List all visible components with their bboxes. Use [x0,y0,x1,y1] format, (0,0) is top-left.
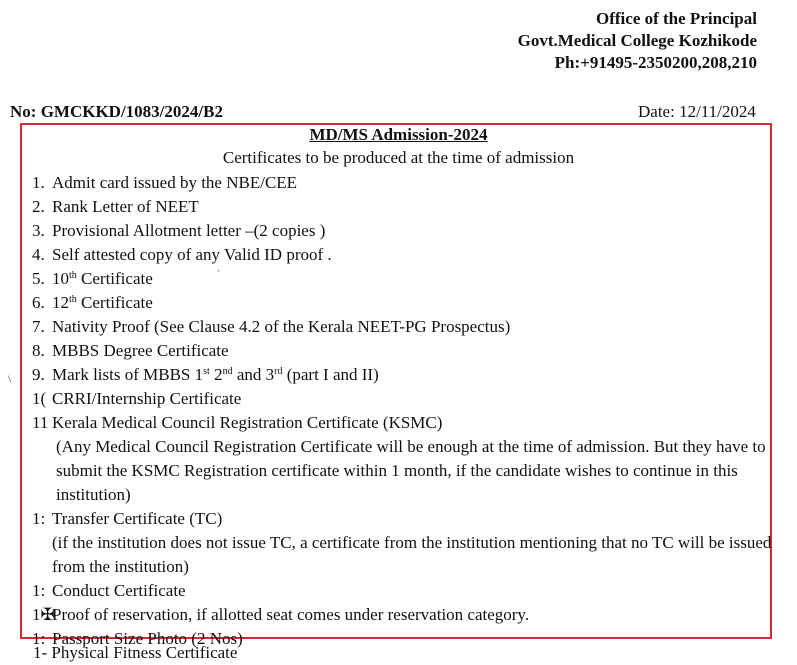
item-number: 5. [32,269,45,288]
item-text: Self attested copy of any Valid ID proof . [52,245,332,264]
list-item [0,507,797,531]
item-text [52,267,153,291]
list-item [0,291,797,315]
list-item [0,219,797,243]
note-line: submit the KSMC Registration certificate within 1 month, if the candidate wishes to continue in this [56,461,738,480]
ksmc-note [56,435,766,507]
list-item [0,267,797,291]
item-text: CRRI/Internship Certificate [52,389,242,408]
office-title: Office of the Principal [596,9,757,28]
item-number: 8. [32,341,45,360]
note-line: from the institution) [52,557,189,576]
item-text: Provisional Allotment letter –(2 copies ) [52,221,326,240]
stray-mark: \ [8,372,12,386]
item-text-part: Mark lists of MBBS 1 [52,365,204,384]
item-text-part: 12 [52,293,69,312]
item-text-part: (part I and II) [282,365,379,384]
note-line: (if the institution does not issue TC, a certificate from the institution mentioning that no TC will be issued [52,533,772,552]
ordinal-suffix: st [203,366,210,377]
cut-off-line: 1‐ Physical Fitness Certificate [33,643,238,662]
list-item [0,315,797,339]
list-item-note [0,435,797,507]
phone-number: Ph:+91495-2350200,208,210 [554,53,757,72]
item-number: 6. [32,293,45,312]
item-number: 1. [32,173,45,192]
page-title: MD/MS Admission-2024 [309,125,488,144]
item-number: 4. [32,245,45,264]
item-text: Nativity Proof (See Clause 4.2 of the Kerala NEET-PG Prospectus) [52,317,511,336]
list-item-note [0,531,797,579]
list-item [0,387,797,411]
item-text: Proof of reservation, if allotted seat comes under reservation category. [52,605,530,624]
college-name: Govt.Medical College Kozhikode [517,31,757,50]
speck-mark: ' [218,268,220,278]
list-item [0,579,797,603]
item-text-part: Certificate [76,269,153,288]
list-item [0,411,797,435]
list-item [0,603,797,627]
note-line: institution) [56,485,131,504]
item-text-part: 10 [52,269,69,288]
list-item [0,339,797,363]
item-text: Conduct Certificate [52,581,186,600]
item-number: 11 [32,413,49,432]
item-text: Transfer Certificate (TC) [52,509,223,528]
item-text: Rank Letter of NEET [52,197,199,216]
item-text-part: Certificate [76,293,153,312]
item-text: Admit card issued by the NBE/CEE [52,173,298,192]
ordinal-suffix: nd [222,366,233,377]
item-number: 1: [32,629,46,648]
item-text: Passport Size Photo (2 Nos) [52,629,243,648]
note-line: (Any Medical Council Registration Certificate will be enough at the time of admission. But they have to [56,437,766,456]
ordinal-suffix: th [69,270,77,281]
item-text: MBBS Degree Certificate [52,341,229,360]
list-item [0,363,797,387]
item-number: 1: [32,509,46,528]
list-item [0,171,797,195]
item-text-part: and 3 [232,365,275,384]
item-number: 3. [32,221,45,240]
ordinal-suffix: th [69,294,77,305]
office-address [518,8,757,74]
item-number: 1( [32,389,47,408]
ordinal-suffix: rd [274,366,283,377]
item-number: 2. [32,197,45,216]
item-text [52,363,379,387]
item-text-part: 2 [209,365,223,384]
item-number: 9. [32,365,45,384]
page-subtitle: Certificates to be produced at the time of admission [222,148,575,167]
tc-note [52,531,771,579]
item-number: 1✠ [32,605,55,624]
reference-number: No: GMCKKD/1083/2024/B2 [10,102,223,121]
item-number: 1: [32,581,46,600]
document-date: Date: 12/11/2024 [638,102,756,121]
item-text [52,291,153,315]
list-item [0,243,797,267]
list-item [0,195,797,219]
item-text: Kerala Medical Council Registration Certificate (KSMC) [52,413,443,432]
item-number: 7. [32,317,45,336]
